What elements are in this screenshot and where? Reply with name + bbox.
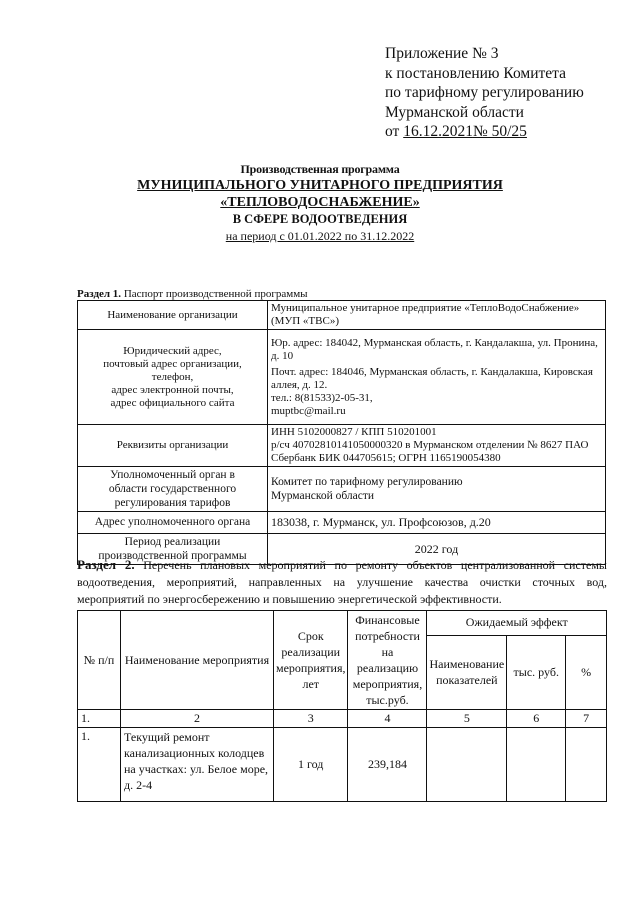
org-title-line-2: «ТЕПЛОВОДОСНАБЖЕНИЕ»	[220, 195, 420, 210]
annex-line-2: к постановлению Комитета	[385, 64, 566, 82]
col-number: 3	[274, 710, 348, 728]
section-2-text: Перечень плановых мероприятий по ремонту объектов централизованной системы водоотведения, мероприятий, направленных на улучшение качества очистки сточных вод, мероприятий по энергосбережению и повышению энергетической эффективности.	[77, 558, 607, 606]
program-title: Производственная программа	[240, 162, 400, 176]
passport-table	[77, 300, 606, 565]
passport-label-line: адрес официального сайта	[110, 396, 235, 409]
passport-value	[268, 425, 606, 467]
passport-label-line: почтовый адрес организации,	[103, 357, 242, 370]
passport-value-line: 2022 год	[414, 541, 459, 556]
annex-date: 16.12.2021	[403, 123, 473, 140]
col-number: 6	[507, 710, 566, 728]
row-term: 1 год	[274, 728, 348, 802]
passport-label-line: Адрес уполномоченного органа	[94, 516, 251, 528]
col-number: 5	[427, 710, 507, 728]
passport-label	[78, 330, 268, 425]
annex-number: № 50/25	[472, 123, 527, 140]
passport-value-line: Мурманской области	[271, 490, 375, 502]
header-name: Наименование мероприятия	[121, 611, 274, 710]
passport-label-line: телефон,	[151, 370, 194, 383]
passport-label-line: Юридический адрес,	[123, 344, 222, 357]
header-indicators: Наименование показателей	[427, 635, 507, 709]
section-1-label: Раздел 1.	[77, 288, 122, 300]
col-number: 1.	[78, 710, 121, 728]
annex-line-1: Приложение № 3	[385, 45, 499, 62]
passport-value-line: muptbc@mail.ru	[271, 404, 346, 417]
passport-value-line: (МУП «ТВС»)	[271, 315, 339, 327]
period-title: на период с 01.01.2022 по 31.12.2022	[225, 229, 415, 243]
passport-label-line: регулирования тарифов	[114, 497, 231, 509]
passport-value-line: Комитет по тарифному регулированию	[271, 476, 463, 488]
header-finance: Финансовые потребности на реализацию мероприятия, тыс.руб.	[348, 611, 427, 710]
annex-date-line	[385, 122, 584, 142]
col-number: 2	[121, 710, 274, 728]
passport-label-line: области государственного	[108, 483, 237, 495]
title-block	[0, 161, 640, 245]
sphere-title: В СФЕРЕ ВОДООТВЕДЕНИЯ	[232, 212, 408, 226]
passport-label-line: адрес электронной почты,	[111, 383, 234, 396]
passport-label-line: Период реализации	[124, 536, 221, 548]
section-1-heading	[77, 288, 308, 300]
passport-value-line: р/сч 40702810141050000320 в Мурманском отделении № 8627 ПАО Сбербанк БИК 044705615; ОГРН 1165190054380	[271, 439, 589, 464]
col-number: 7	[566, 710, 607, 728]
passport-value	[268, 301, 606, 330]
passport-value-line: тел.: 8(81533)2-05-31,	[271, 391, 373, 404]
passport-label	[78, 301, 268, 330]
passport-label	[78, 512, 268, 534]
row-rub	[507, 728, 566, 802]
passport-label-line: Реквизиты организации	[116, 439, 229, 451]
passport-label-line: Наименование организации	[107, 308, 238, 321]
passport-value-line: Юр. адрес: 184042, Мурманская область, г. Кандалакша, ул. Пронина, д. 10	[271, 336, 598, 362]
passport-value	[268, 512, 606, 534]
passport-row	[78, 512, 606, 534]
passport-value-line: ИНН 5102000827 / КПП 510201001	[271, 426, 437, 438]
passport-value-line: 183038, г. Мурманск, ул. Профсоюзов, д.20	[271, 515, 491, 529]
header-rub: тыс. руб.	[507, 635, 566, 709]
annex-block	[385, 44, 584, 142]
section-1-title: Паспорт производственной программы	[121, 288, 308, 300]
passport-value	[268, 467, 606, 512]
passport-row	[78, 425, 606, 467]
passport-row	[78, 330, 606, 425]
header-percent: %	[566, 635, 607, 709]
passport-value-line: Почт. адрес: 184046, Мурманская область, г. Кандалакша, Кировская аллея, д. 12.	[271, 365, 593, 391]
measures-header-row	[78, 611, 607, 636]
row-finance: 239,184	[348, 728, 427, 802]
passport-label	[78, 467, 268, 512]
row-indicators	[427, 728, 507, 802]
passport-row	[78, 301, 606, 330]
measures-table	[77, 610, 607, 802]
passport-label-line: производственной программы	[98, 550, 247, 562]
passport-row	[78, 467, 606, 512]
header-num: № п/п	[78, 611, 121, 710]
annex-line-3: по тарифному регулированию	[385, 84, 584, 101]
row-percent	[566, 728, 607, 802]
annex-from: от	[385, 123, 404, 140]
header-effect: Ожидаемый эффект	[427, 611, 607, 636]
passport-label-line: Уполномоченный орган в	[110, 469, 235, 481]
org-title-line-1: МУНИЦИПАЛЬНОГО УНИТАРНОГО ПРЕДПРИЯТИЯ	[137, 178, 503, 193]
col-number: 4	[348, 710, 427, 728]
column-number-row	[78, 710, 607, 728]
section-2-label: Раздел 2.	[77, 557, 135, 572]
row-name: Текущий ремонт канализационных колодцев на участках: ул. Белое море, д. 2-4	[121, 728, 274, 802]
passport-value	[268, 330, 606, 425]
row-num: 1.	[78, 728, 121, 802]
header-term: Срок реализации мероприятия, лет	[274, 611, 348, 710]
annex-line-4: Мурманской области	[385, 103, 524, 121]
passport-label	[78, 425, 268, 467]
section-2-paragraph	[77, 556, 607, 608]
table-row	[78, 728, 607, 802]
passport-value-line: Муниципальное унитарное предприятие «ТеплоВодоСнабжение»	[271, 302, 580, 314]
